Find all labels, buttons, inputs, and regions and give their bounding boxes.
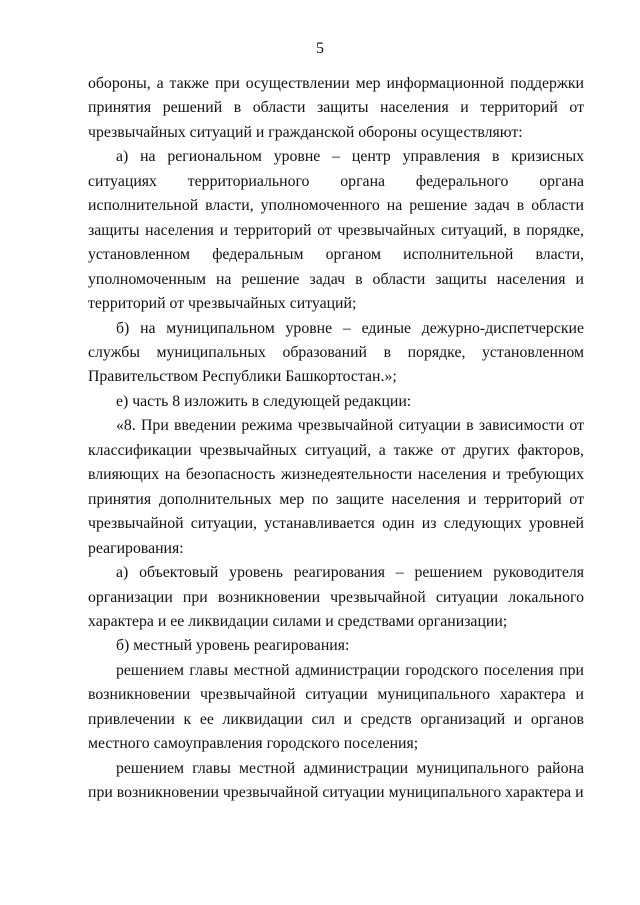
paragraph-part-8-heading: е) часть 8 изложить в следующей редакции: — [116, 392, 412, 410]
page-number: 5 — [316, 40, 324, 57]
paragraph-municipal-level: б) на муниципальном уровне – единые дежурно-диспетчерские службы муниципальных образований в порядке, установленном Правительством Республики Башкортостан.»; — [88, 319, 584, 386]
paragraph-object-level: а) объектовый уровень реагирования – решением руководителя организации при возникновении чрезвычайной ситуации локального характера и ее ликвидации силами и средствами организации; — [88, 564, 584, 630]
paragraph-part-8-text: «8. При введении режима чрезвычайной ситуации в зависимости от классификации чрезвычайных ситуаций, а также от других факторов, влияющих на безопасность жизнедеятельности населения и требующих принятия дополнительных мер по защите населения и территорий от чрезвычайной ситуации, устанавливается один из следующих уровней реагирования: — [88, 417, 584, 557]
paragraph-regional-level: а) на региональном уровне – центр управления в кризисных ситуациях территориального органа федерального органа исполнительной власти, уполномоченного на решение задач в области защиты населения и территорий от чрезвычайных ситуаций, в порядке, установленном федеральным органом исполнительной власти, уполномоченным на решение задач в области защиты населения и территорий от чрезвычайных ситуаций; — [88, 148, 584, 313]
paragraph-urban-settlement: решением главы местной администрации городского поселения при возникновении чрезвычайной ситуации муниципального характера и привлечении к ее ликвидации сил и средств организаций и органов местного самоуправления городского поселения; — [88, 661, 584, 753]
paragraph-municipal-district: решением главы местной администрации муниципального района при возникновении чрезвычайной ситуации муниципального характера и — [88, 759, 584, 802]
paragraph-local-level: б) местный уровень реагирования: — [116, 637, 350, 655]
body-text — [88, 72, 584, 806]
paragraph-continuation: обороны, а также при осуществлении мер информационной поддержки принятия решений в области защиты населения и территорий от чрезвычайных ситуаций и гражданской обороны осуществляют: — [88, 75, 584, 141]
